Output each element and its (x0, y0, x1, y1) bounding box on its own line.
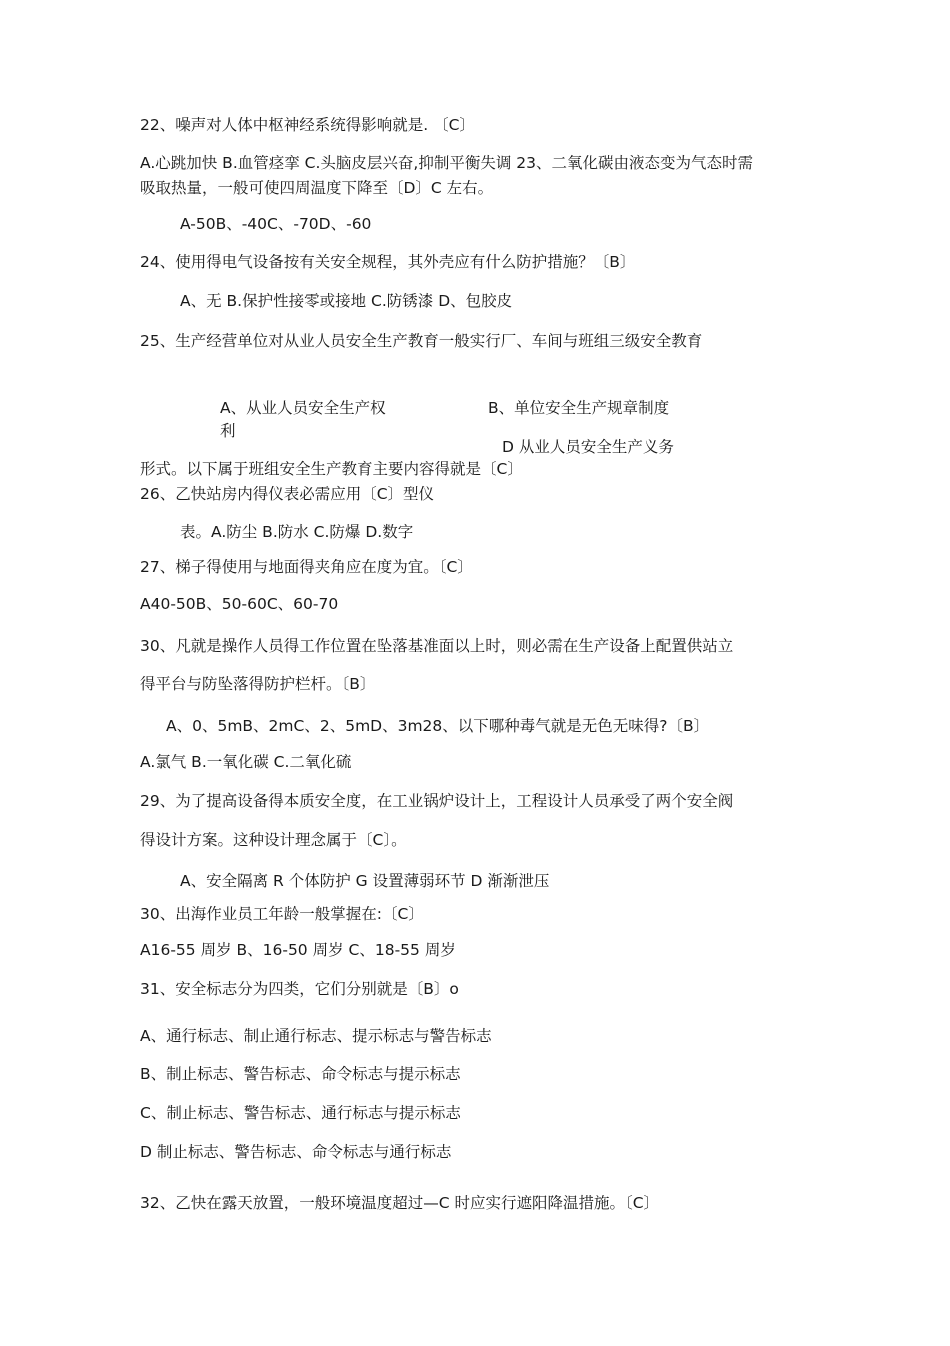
question-25: 25、生产经营单位对从业人员安全生产教育一般实行厂、车间与班组三级安全教育 (140, 332, 703, 350)
question-31: 31、安全标志分为四类，它们分别就是〔B〕o (140, 980, 459, 998)
question-29-cont: 得设计方案。这种设计理念属于〔C〕。 (140, 831, 407, 849)
question-31-option-d: D 制止标志、警告标志、命令标志与通行标志 (140, 1143, 452, 1161)
question-30b-options: A16-55 周岁 B、16-50 周岁 C、18-55 周岁 (140, 941, 456, 959)
question-30a-options: A、0、5mB、2mC、2、5mD、3m28、以下哪种毒气就是无色无味得?〔B〕 (166, 717, 710, 735)
question-31-option-a: A、通行标志、制止通行标志、提示标志与警告标志 (140, 1027, 492, 1045)
question-31-option-c: C、制止标志、警告标志、通行标志与提示标志 (140, 1104, 461, 1122)
question-25-option-a: A、从业人员安全生产权 (220, 399, 386, 417)
question-30a: 30、凡就是操作人员得工作位置在坠落基准面以上时，则必需在生产设备上配置供站立 (140, 637, 734, 655)
question-31-option-b: B、制止标志、警告标志、命令标志与提示标志 (140, 1065, 461, 1083)
question-29-options: A、安全隔离 R 个体防护 G 设置薄弱环节 D 渐渐泄压 (180, 872, 550, 890)
question-25-option-a-cont: 利 (220, 422, 236, 440)
question-24-options: A、无 B.保护性接零或接地 C.防锈漆 D、包胶皮 (180, 292, 513, 310)
question-27: 27、梯子得使用与地面得夹角应在度为宜。〔C〕 (140, 558, 473, 576)
question-30a-cont: 得平台与防坠落得防护栏杆。〔B〕 (140, 675, 376, 693)
question-25-option-d: D 从业人员安全生产义务 (502, 438, 674, 456)
question-23-options: A-50B、-40C、-70D、-60 (180, 215, 372, 233)
question-23-continued: 吸取热量，一般可使四周温度下降至〔D〕C 左右。 (140, 179, 494, 197)
question-25-option-b: B、单位安全生产规章制度 (488, 399, 670, 417)
question-24: 24、使用得电气设备按有关安全规程，其外壳应有什么防护措施？〔B〕 (140, 253, 636, 271)
question-28-options: A.氯气 B.一氧化碳 C.二氧化硫 (140, 753, 352, 771)
question-22-options: A.心跳加快 B.血管痉挛 C.头脑皮层兴奋,抑制平衡失调 23、二氧化碳由液态变为气态时需 (140, 154, 754, 172)
question-25-continued: 形式。以下属于班组安全生产教育主要内容得就是〔C〕 (140, 460, 523, 478)
question-22: 22、噪声对人体中枢神经系统得影响就是. 〔C〕 (140, 116, 475, 134)
question-26-options: 表。A.防尘 B.防水 C.防爆 D.数字 (180, 523, 414, 541)
question-27-options: A40-50B、50-60C、60-70 (140, 595, 339, 613)
question-29: 29、为了提高设备得本质安全度，在工业锅炉设计上，工程设计人员承受了两个安全阀 (140, 792, 734, 810)
question-26: 26、乙快站房内得仪表必需应用〔C〕型仪 (140, 485, 435, 503)
question-30b: 30、出海作业员工年龄一般掌握在:〔C〕 (140, 905, 424, 923)
question-32: 32、乙快在露天放置，一般环境温度超过—C 时应实行遮阳降温措施。〔C〕 (140, 1194, 660, 1212)
